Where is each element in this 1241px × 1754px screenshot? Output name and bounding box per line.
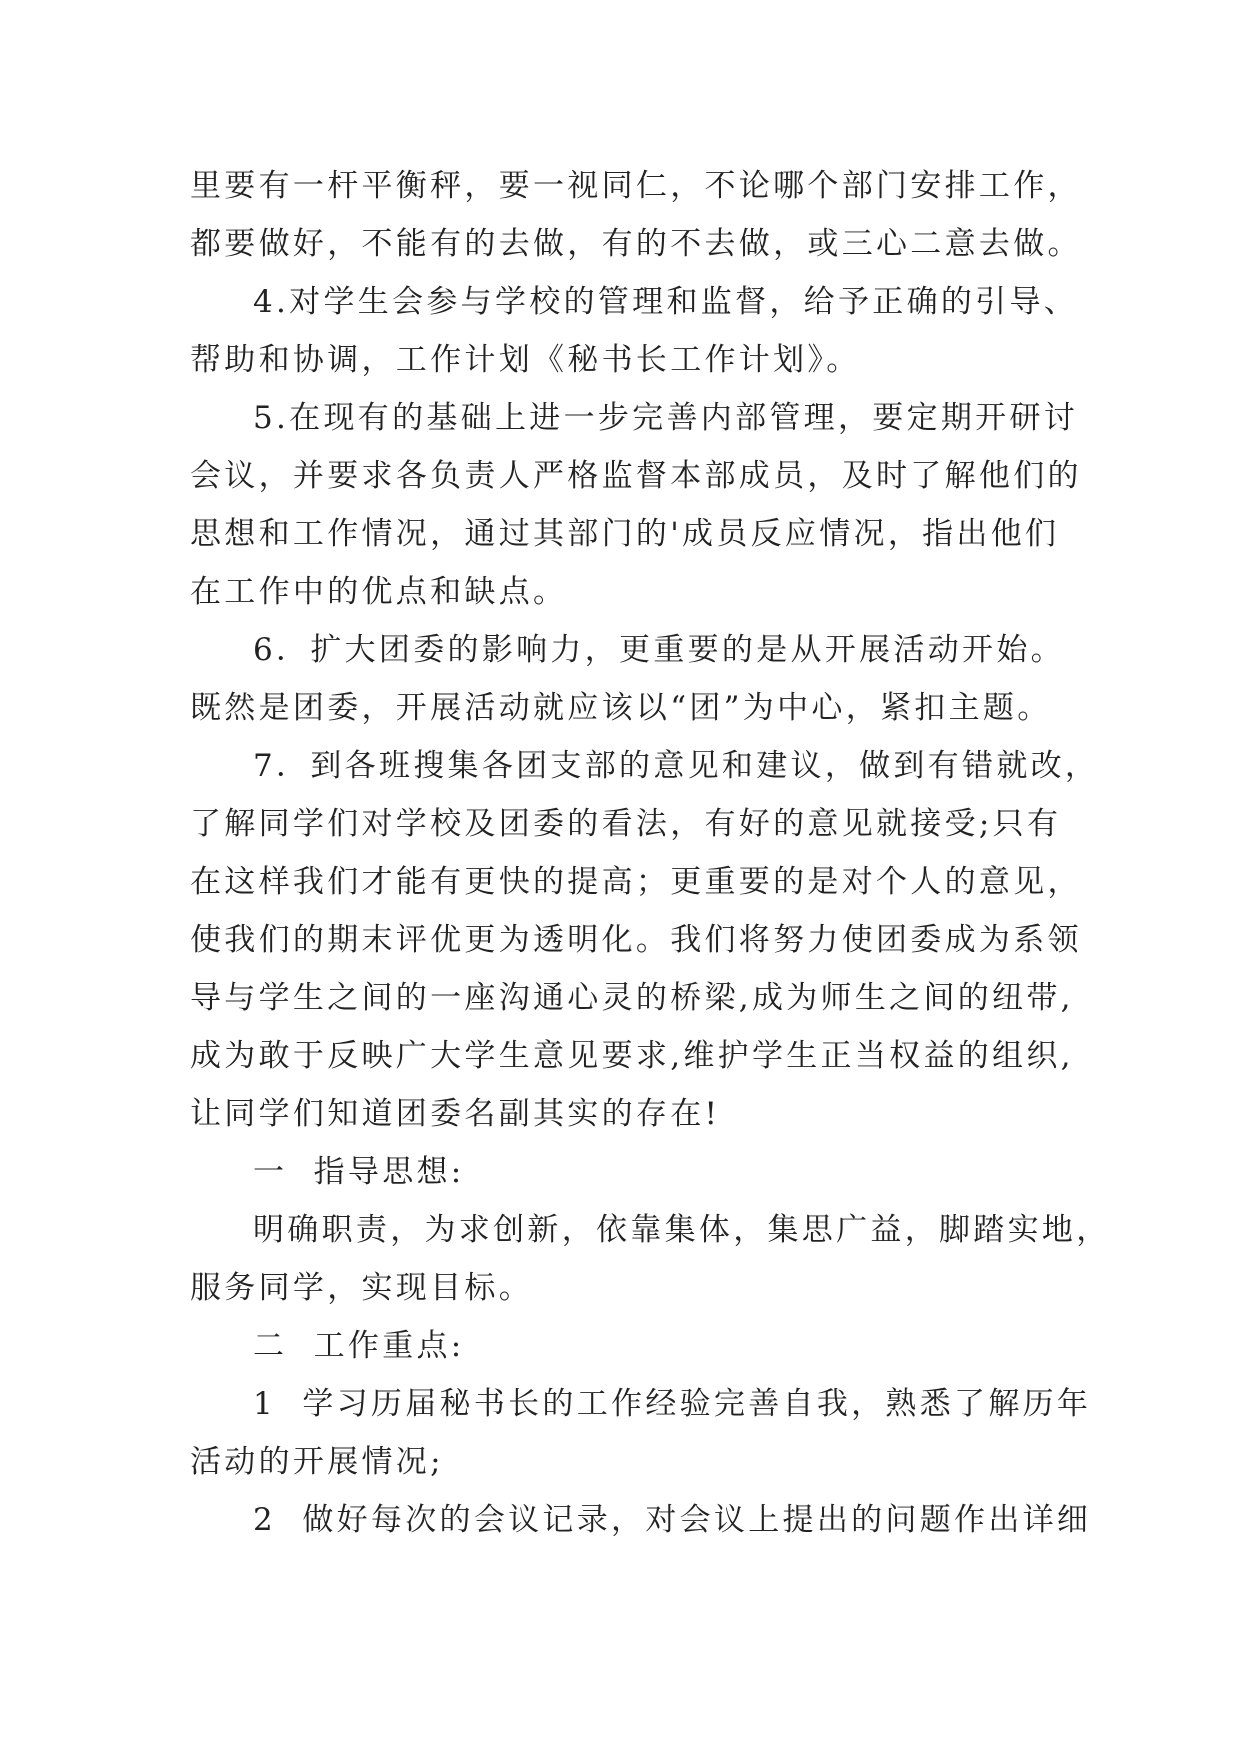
text-line: 会议，并要求各负责人严格监督本部成员，及时了解他们的 bbox=[190, 458, 1082, 494]
text-line: 7．到各班搜集各团支部的意见和建议，做到有错就改， bbox=[253, 748, 1100, 784]
text-line: 在工作中的优点和缺点。 bbox=[190, 574, 568, 610]
text-line: 5.在现有的基础上进一步完善内部管理，要定期开研讨 bbox=[253, 400, 1079, 436]
text-line: 2 做好每次的会议记录，对会议上提出的问题作出详细 bbox=[253, 1502, 1092, 1538]
text-line: 了解同学们对学校及团委的看法，有好的意见就接受;只有 bbox=[190, 806, 1062, 842]
text-line: 使我们的期末评优更为透明化。我们将努力使团委成为系领 bbox=[190, 922, 1082, 958]
text-line: 里要有一杆平衡秤，要一视同仁，不论哪个部门安排工作， bbox=[190, 168, 1082, 204]
text-line: 在这样我们才能有更快的提高；更重要的是对个人的意见， bbox=[190, 864, 1082, 900]
text-line: 让同学们知道团委名副其实的存在! bbox=[190, 1096, 721, 1132]
text-line: 思想和工作情况，通过其部门的'成员反应情况，指出他们 bbox=[190, 516, 1060, 552]
text-line: 成为敢于反映广大学生意见要求,维护学生正当权益的组织, bbox=[190, 1038, 1074, 1074]
text-line: 服务同学，实现目标。 bbox=[190, 1270, 533, 1306]
text-line: 4.对学生会参与学校的管理和监督，给予正确的引导、 bbox=[253, 284, 1079, 320]
text-line: 既然是团委，开展活动就应该以“团”为中心，紧扣主题。 bbox=[190, 690, 1052, 726]
section-heading: 二 工作重点: bbox=[253, 1328, 465, 1364]
text-line: 都要做好，不能有的去做，有的不去做，或三心二意去做。 bbox=[190, 226, 1082, 262]
text-line: 6．扩大团委的影响力，更重要的是从开展活动开始。 bbox=[253, 632, 1065, 668]
text-line: 帮助和协调，工作计划《秘书长工作计划》。 bbox=[190, 342, 861, 378]
text-line: 导与学生之间的一座沟通心灵的桥梁,成为师生之间的纽带, bbox=[190, 980, 1074, 1016]
text-line: 明确职责，为求创新，依靠集体，集思广益，脚踏实地， bbox=[253, 1212, 1111, 1248]
text-line: 1 学习历届秘书长的工作经验完善自我，熟悉了解历年 bbox=[253, 1386, 1092, 1422]
section-heading: 一 指导思想: bbox=[253, 1154, 465, 1190]
text-line: 活动的开展情况; bbox=[190, 1444, 444, 1480]
